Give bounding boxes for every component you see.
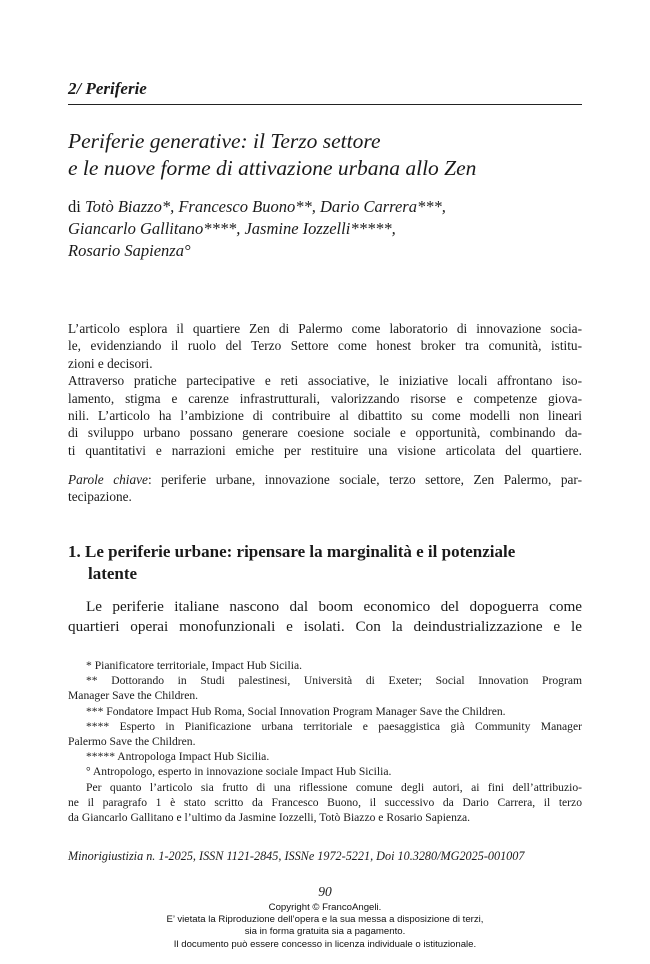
footnote-line: ** Dottorando in Studi palestinesi, Università di Exeter; Social Innovation Program [86,674,582,688]
footnote-line: Manager Save the Children. [68,689,199,703]
header-divider [68,104,582,105]
abstract-line: le, evidenziando il ruolo del Terzo Settore come honest broker tra comunità, istitu- [68,338,582,354]
body-line: quartieri operai monofunzionali e isolati. Con la deindustrializzazione e le [68,618,582,635]
footnote-line: Per quanto l’articolo sia frutto di una riflessione comune degli autori, ai fini dell’attribuzio- [86,780,582,794]
copyright-line: Il documento può essere concesso in licenza individuale o istituzionale. [173,938,477,950]
footnote-line: ***** Antropologa Impact Hub Sicilia. [86,750,270,764]
keywords [68,471,582,506]
copyright-line: E’ vietata la Riproduzione dell’opera e la sua messa a disposizione di terzi, [166,914,484,926]
author-names: Giancarlo Gallitano****, Jasmine Iozzelli*****, [68,219,396,238]
abstract [68,320,582,459]
author-names: Rosario Sapienza° [68,241,191,260]
author-prefix: di [68,197,81,216]
abstract-line: Attraverso pratiche partecipative e reti associative, le iniziative locali affrontano iso- [68,373,582,389]
abstract-line: lamento, stigma e carenze infrastrutturali, valorizzando risorse e competenze giova- [68,390,582,406]
keywords-text: : periferie urbane, innovazione sociale, terzo settore, Zen Palermo, par- [147,472,583,487]
body-paragraph [68,597,582,637]
journal-citation: Minorigiustizia n. 1-2025, ISSN 1121-2845, ISSNe 1972-5221, Doi 10.3280/MG2025-001007 [68,849,525,863]
copyright-notice [0,902,650,951]
footnote-line: Palermo Save the Children. [68,735,196,749]
footnote-line: **** Esperto in Pianificazione urbana territoriale e paesaggistica già Community Manager [86,719,582,733]
footnote-line: *** Fondatore Impact Hub Roma, Social Innovation Program Manager Save the Children. [86,704,506,718]
abstract-line: L’articolo esplora il quartiere Zen di Palermo come laboratorio di innovazione socia- [68,321,582,336]
section-heading-line: latente [88,564,138,583]
abstract-line: di sviluppo urbano possano generare coesione sociale e opportunità, combinando da- [68,425,582,441]
section-heading [68,541,588,585]
abstract-line: ti quantitativi e narrazioni emiche per restituire una visione articolata del quartiere. [68,442,582,458]
abstract-line: nili. L’articolo ha l’ambizione di contribuire al dibattito su come modelli non lineari [68,408,582,424]
article-title [68,128,588,182]
keywords-label: Parole chiave [68,472,148,487]
abstract-line: zioni e decisori. [68,355,153,371]
section-label: 2/ Periferie [68,79,147,98]
author-line [68,218,588,240]
author-line [68,240,588,262]
keywords-line: tecipazione. [68,489,132,505]
body-line: Le periferie italiane nascono dal boom economico del dopoguerra come [86,598,582,615]
footnotes [68,658,582,825]
footnote-line: ne il paragrafo 1 è stato scritto da Francesco Buono, il successivo da Dario Carrera, il terzo [68,795,582,809]
copyright-line: Copyright © FrancoAngeli. [268,902,382,913]
keywords-line [68,471,582,488]
author-names: Totò Biazzo*, Francesco Buono**, Dario Carrera***, [84,197,446,216]
footnote-line: da Giancarlo Gallitano e l’ultimo da Jasmine Iozzelli, Totò Biazzo e Rosario Sapienza. [68,811,471,825]
page-number: 90 [318,884,332,899]
author-list [68,196,588,262]
author-line [68,196,588,218]
copyright-line: sia in forma gratuita sia a pagamento. [244,926,406,938]
footnote-line: ° Antropologo, esperto in innovazione sociale Impact Hub Sicilia. [86,765,392,779]
section-heading-line: 1. Le periferie urbane: ripensare la marginalità e il potenziale [68,542,516,561]
footnote-line: * Pianificatore territoriale, Impact Hub Sicilia. [86,659,303,672]
article-title-line: e le nuove forme di attivazione urbana allo Zen [68,156,477,180]
article-title-line: Periferie generative: il Terzo settore [68,129,381,153]
